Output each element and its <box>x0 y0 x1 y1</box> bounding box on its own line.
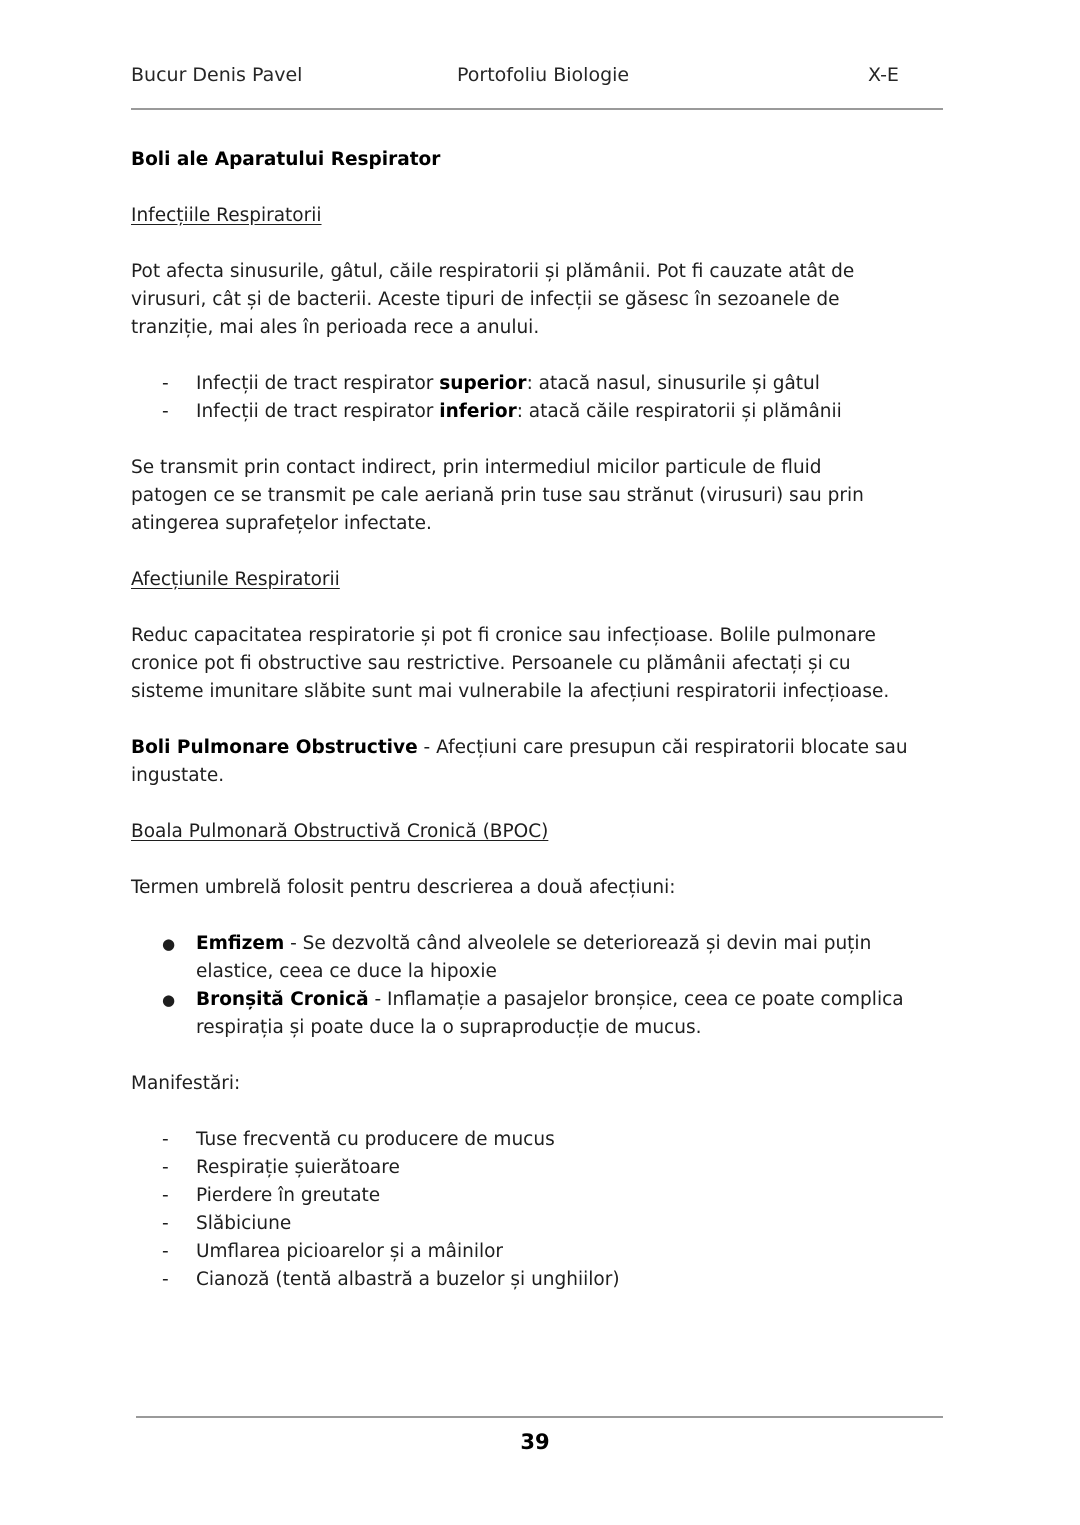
page-title: Boli ale Aparatului Respirator <box>131 149 441 170</box>
paragraph-line: atingerea suprafețelor infectate. <box>131 513 432 534</box>
bullet-marker: ● <box>162 935 176 953</box>
paragraph-line: ingustate. <box>131 765 225 786</box>
bullet-item-continuation: respirația și poate duce la o supraproducție de mucus. <box>196 1017 702 1038</box>
list-marker: - <box>162 1157 169 1178</box>
list-marker: - <box>162 373 169 394</box>
paragraph-line: tranziție, mai ales în perioada rece a anului. <box>131 317 540 338</box>
paragraph-line: cronice pot fi obstructive sau restrictive. Persoanele cu plămânii afectați și cu <box>131 653 851 674</box>
list-item: Infecții de tract respirator inferior: atacă căile respiratorii și plămânii <box>196 401 842 422</box>
section-heading-afflictions: Afecțiunile Respiratorii <box>131 569 340 590</box>
paragraph-line: sisteme imunitare slăbite sunt mai vulnerabile la afecțiuni respiratorii infecțioase. <box>131 681 890 702</box>
paragraph-line: Termen umbrelă folosit pentru descrierea a două afecțiuni: <box>131 877 676 898</box>
list-item: Pierdere în greutate <box>196 1185 381 1206</box>
list-item: Cianoză (tentă albastră a buzelor și unghiilor) <box>196 1269 620 1290</box>
list-marker: - <box>162 1129 169 1150</box>
list-marker: - <box>162 401 169 422</box>
obstructive-definition: Boli Pulmonare Obstructive - Afecțiuni care presupun căi respiratorii blocate sau <box>131 737 908 758</box>
list-item: Tuse frecventă cu producere de mucus <box>196 1129 555 1150</box>
list-item: Infecții de tract respirator superior: atacă nasul, sinusurile și gâtul <box>196 373 820 394</box>
header-class: X-E <box>868 64 899 86</box>
section-heading-bpoc: Boala Pulmonară Obstructivă Cronică (BPOC) <box>131 821 549 842</box>
paragraph-line: Se transmit prin contact indirect, prin intermediul micilor particule de fluid <box>131 457 822 478</box>
list-marker: - <box>162 1241 169 1262</box>
header-subject: Portofoliu Biologie <box>457 64 630 86</box>
page-number: 39 <box>520 1430 550 1454</box>
paragraph-line: Pot afecta sinusurile, gâtul, căile respiratorii și plămânii. Pot fi cauzate atât de <box>131 261 855 282</box>
list-item: Umflarea picioarelor și a mâinilor <box>196 1241 504 1262</box>
section-heading-infections: Infecțiile Respiratorii <box>131 205 322 226</box>
manifestations-label: Manifestări: <box>131 1073 241 1094</box>
footer-divider <box>136 1416 943 1418</box>
paragraph-line: Reduc capacitatea respiratorie și pot fi cronice sau infecțioase. Bolile pulmonare <box>131 625 876 646</box>
list-marker: - <box>162 1269 169 1290</box>
header-divider <box>131 108 943 110</box>
list-marker: - <box>162 1185 169 1206</box>
paragraph-line: virusuri, cât și de bacterii. Aceste tipuri de infecții se găsesc în sezoanele de <box>131 289 840 310</box>
bullet-item-continuation: elastice, ceea ce duce la hipoxie <box>196 961 497 982</box>
bullet-marker: ● <box>162 991 176 1009</box>
list-item: Slăbiciune <box>196 1213 292 1234</box>
list-marker: - <box>162 1213 169 1234</box>
bullet-item: Emfizem - Se dezvoltă când alveolele se deteriorează și devin mai puțin <box>196 933 872 954</box>
list-item: Respirație șuierătoare <box>196 1157 400 1178</box>
bullet-item: Bronșită Cronică - Inflamație a pasajelor bronșice, ceea ce poate complica <box>196 989 904 1010</box>
header-author: Bucur Denis Pavel <box>131 64 303 86</box>
paragraph-line: patogen ce se transmit pe cale aeriană prin tuse sau strănut (virusuri) sau prin <box>131 485 864 506</box>
